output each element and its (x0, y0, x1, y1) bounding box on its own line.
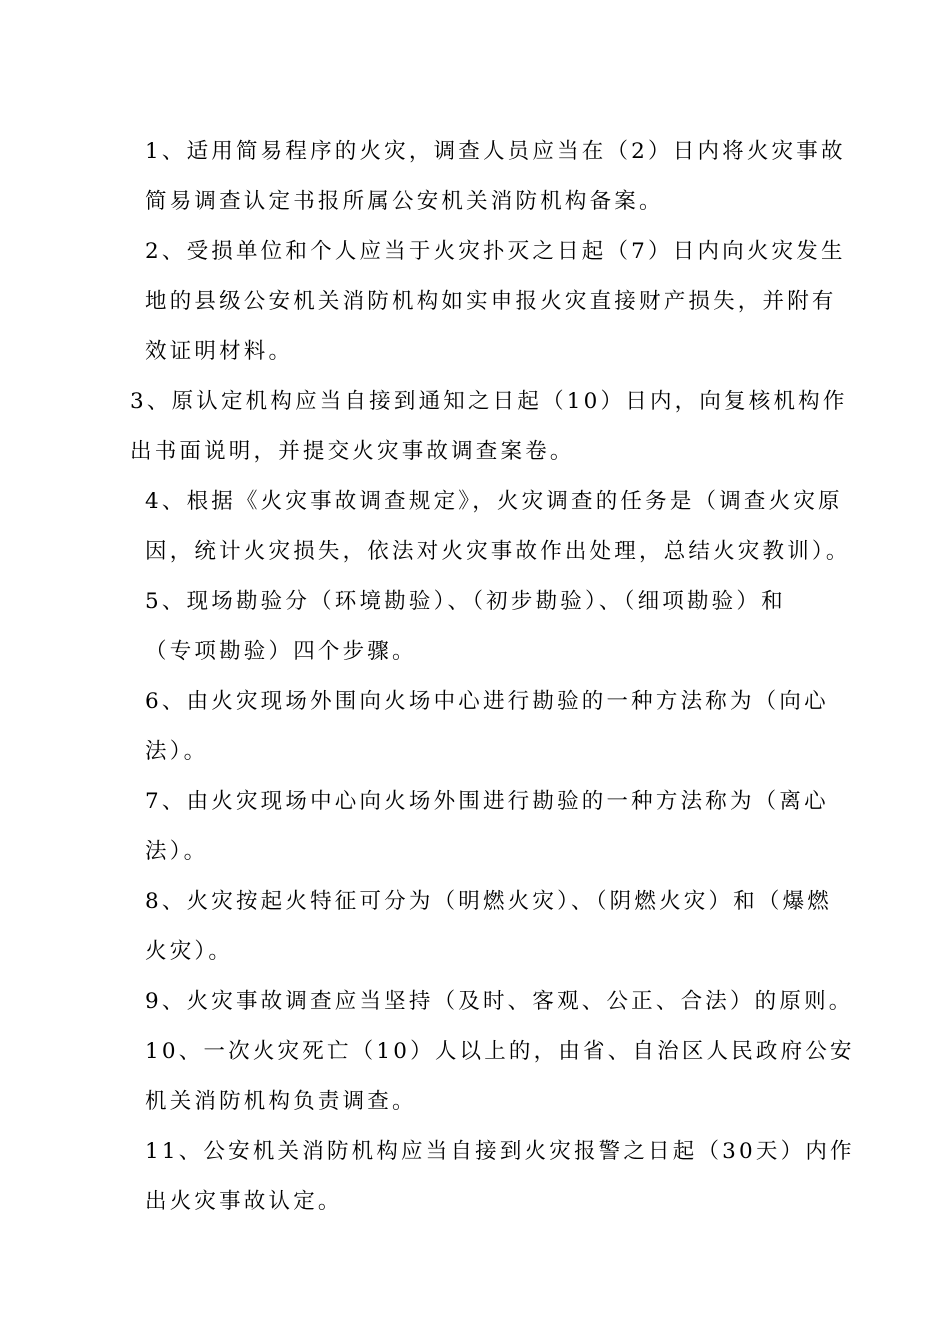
text-line-13: 法）。 (145, 739, 209, 764)
text-line-2: 简易调查认定书报所属公安机关消防机构备案。 (145, 189, 664, 214)
text-line-14: 7、由火灾现场中心向火场外围进行勘验的一种方法称为（离心 (145, 789, 829, 814)
text-line-4: 地的县级公安机关消防机构如实申报火灾直接财产损失，并附有 (145, 289, 837, 314)
text-line-15: 法）。 (145, 839, 209, 864)
text-line-5: 效证明材料。 (145, 339, 294, 364)
text-line-11: （专项勘验）四个步骤。 (145, 639, 417, 664)
text-line-10: 5、现场勘验分（环境勘验）、（初步勘验）、（细项勘验）和 (145, 589, 786, 614)
text-line-16: 8、火灾按起火特征可分为（明燃火灾）、（阴燃火灾）和（爆燃 (145, 889, 832, 914)
text-line-19: 10、一次火灾死亡（10）人以上的，由省、自治区人民政府公安 (145, 1039, 855, 1064)
text-line-1: 1、适用简易程序的火灾，调查人员应当在（2）日内将火灾事故 (145, 139, 846, 164)
text-line-12: 6、由火灾现场外围向火场中心进行勘验的一种方法称为（向心 (145, 689, 829, 714)
text-line-8: 4、根据《火灾事故调查规定》，火灾调查的任务是（调查火灾原 (145, 489, 843, 514)
text-line-9: 因，统计火灾损失，依法对火灾事故作出处理，总结火灾教训）。 (145, 539, 851, 564)
text-line-7: 出书面说明，并提交火灾事故调查案卷。 (130, 439, 575, 464)
text-line-6: 3、原认定机构应当自接到通知之日起（10）日内，向复核机构作 (130, 389, 848, 414)
text-line-22: 出火灾事故认定。 (145, 1189, 343, 1214)
text-line-20: 机关消防机构负责调查。 (145, 1089, 417, 1114)
text-line-17: 火灾）。 (145, 939, 234, 964)
text-line-21: 11、公安机关消防机构应当自接到火灾报警之日起（30天）内作 (145, 1139, 855, 1164)
text-line-18: 9、火灾事故调查应当坚持（及时、客观、公正、合法）的原则。 (145, 989, 854, 1014)
text-line-3: 2、受损单位和个人应当于火灾扑灭之日起（7）日内向火灾发生 (145, 239, 846, 264)
